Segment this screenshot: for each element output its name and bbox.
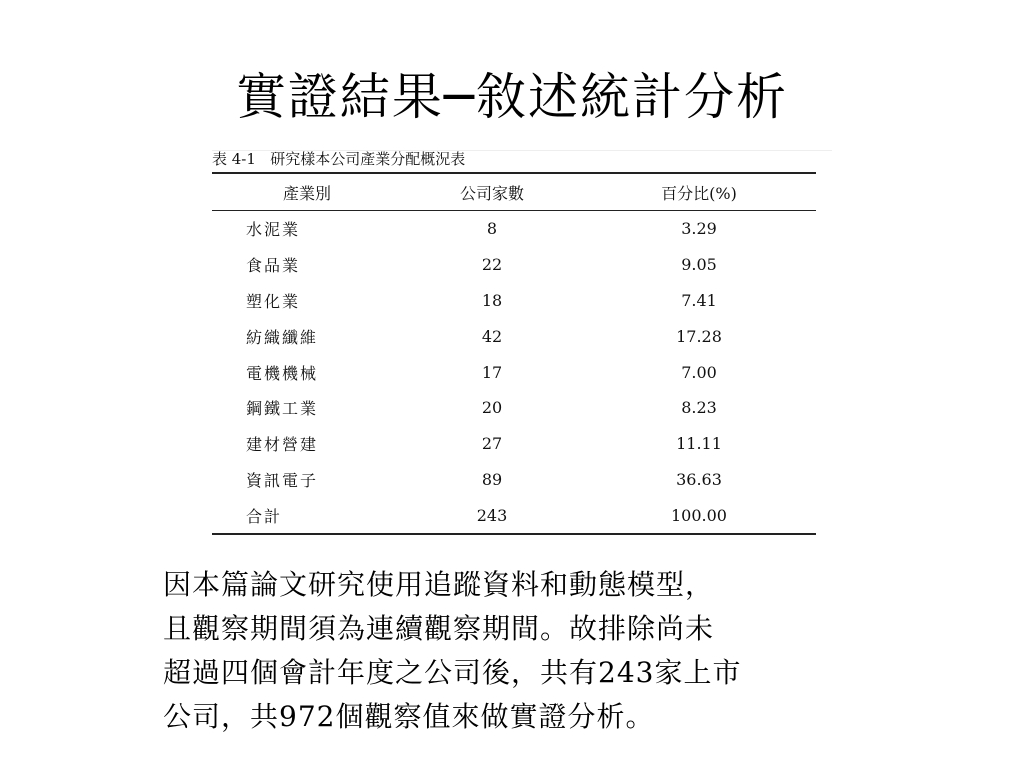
count-cell: 22 (481, 255, 503, 275)
header-industry: 產業別 (282, 183, 331, 203)
percent-cell: 36.63 (676, 469, 722, 489)
header-count: 公司家數 (459, 183, 524, 203)
total-count-cell: 243 (476, 505, 508, 525)
total-label-cell: 合計 (246, 506, 283, 526)
percent-cell: 8.23 (681, 398, 717, 418)
body-line: 且觀察期間須為連續觀察期間。故排除尚未 (163, 612, 715, 645)
industry-distribution-table (212, 172, 816, 535)
table-row (212, 462, 816, 498)
body-line: 因本篇論文研究使用追蹤資料和動態模型， (163, 568, 715, 601)
table-total-row (212, 497, 816, 534)
industry-cell: 建材營建 (246, 435, 319, 455)
percent-cell: 7.00 (681, 362, 717, 382)
industry-cell: 塑化業 (246, 291, 301, 311)
percent-cell: 3.29 (681, 219, 717, 239)
percent-cell: 17.28 (676, 326, 722, 346)
table-row (212, 426, 816, 462)
count-cell: 20 (481, 398, 503, 418)
industry-cell: 水泥業 (246, 220, 301, 240)
industry-cell: 食品業 (246, 256, 301, 276)
table-row (212, 283, 816, 319)
count-cell: 8 (486, 219, 498, 239)
body-line: 公司，共972個觀察值來做實證分析。 (163, 700, 655, 733)
table-row (212, 318, 816, 354)
count-cell: 89 (481, 469, 503, 489)
count-cell: 18 (481, 290, 503, 310)
table-row (212, 354, 816, 390)
percent-cell: 11.11 (676, 434, 722, 454)
slide-title: 實證結果─敘述統計分析 (235, 68, 789, 126)
body-line: 超過四個會計年度之公司後，共有243家上市 (163, 656, 742, 689)
industry-cell: 紡織纖維 (246, 327, 319, 347)
table-row (212, 247, 816, 283)
table-row (212, 211, 816, 247)
industry-cell: 資訊電子 (246, 470, 319, 490)
total-percent-cell: 100.00 (671, 505, 727, 525)
percent-cell: 7.41 (681, 290, 717, 310)
table-caption: 表 4-1 研究樣本公司產業分配概況表 (212, 150, 466, 168)
industry-cell: 鋼鐵工業 (246, 399, 319, 419)
count-cell: 27 (481, 434, 503, 454)
table-row (212, 390, 816, 426)
percent-cell: 9.05 (681, 255, 717, 275)
industry-cell: 電機機械 (246, 363, 319, 383)
table-header-row (212, 173, 816, 211)
body-paragraph (163, 563, 883, 739)
header-percent: 百分比(%) (661, 183, 737, 203)
count-cell: 42 (481, 326, 503, 346)
count-cell: 17 (481, 362, 503, 382)
